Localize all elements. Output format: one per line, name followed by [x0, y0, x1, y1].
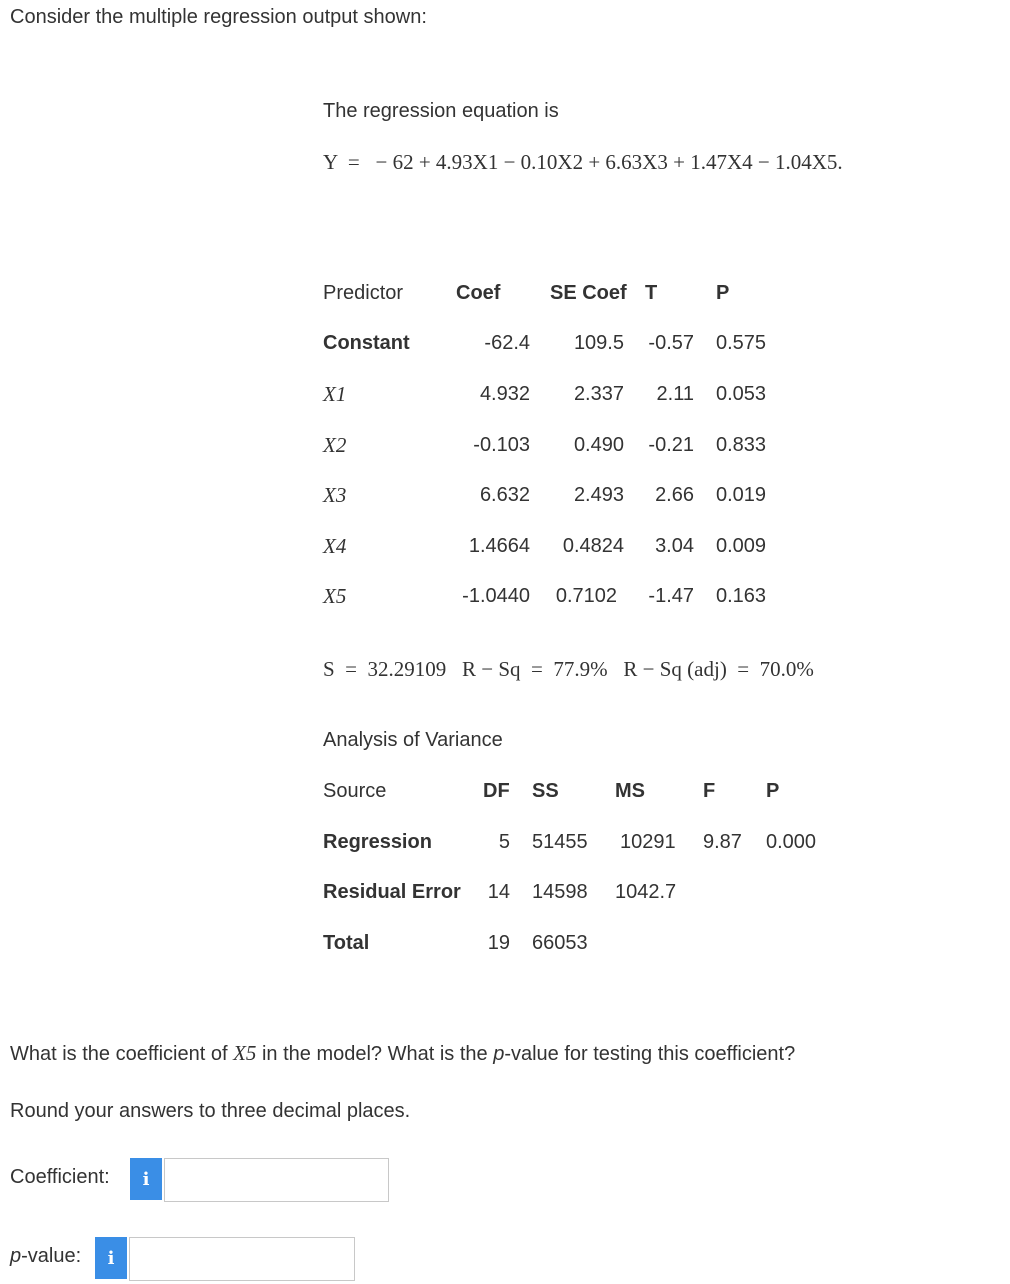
anova-title: Analysis of Variance	[323, 729, 503, 751]
row-coef: 1.4664	[468, 535, 530, 557]
row-coef: -1.0440	[462, 585, 530, 607]
anova-header-f: F	[703, 780, 716, 802]
row-t: -0.57	[648, 332, 694, 354]
row-t: -1.47	[648, 585, 694, 607]
anova-row-source: Total	[323, 932, 370, 954]
anova-row-source: Regression	[323, 831, 432, 853]
anova-header-source: Source	[323, 780, 387, 802]
row-p: 0.009	[716, 535, 767, 557]
row-predictor: X4	[323, 534, 347, 558]
row-predictor: Constant	[323, 332, 410, 354]
anova-row-df: 14	[487, 881, 510, 903]
regression-equation: Y = − 62 + 4.93X1 − 0.10X2 + 6.63X3 + 1.47X4 − 1.04X5.	[323, 150, 843, 174]
anova-header-df: DF	[483, 780, 510, 802]
row-predictor: X1	[323, 382, 347, 406]
anova-header-ms: MS	[615, 780, 645, 802]
anova-header-ss: SS	[532, 780, 559, 802]
anova-row-df: 5	[498, 831, 510, 853]
question-variable: X5	[233, 1041, 257, 1065]
row-t: -0.21	[648, 434, 694, 456]
coefficient-label: Coefficient:	[10, 1166, 110, 1188]
row-p: 0.019	[716, 484, 767, 506]
row-coef: 4.932	[479, 383, 530, 405]
pvalue-label: p-value:	[10, 1245, 82, 1267]
pvalue-info-icon[interactable]: i	[95, 1237, 127, 1279]
row-coef: -62.4	[484, 332, 530, 354]
anova-row-df: 19	[487, 932, 510, 954]
row-coef: -0.103	[473, 434, 530, 456]
row-se-coef: 0.7102	[555, 585, 617, 607]
anova-row-source: Residual Error	[323, 881, 461, 903]
header-se-coef: SE Coef	[550, 282, 627, 304]
equation-label: The regression equation is	[323, 100, 559, 122]
anova-row-ss: 66053	[532, 932, 588, 954]
row-predictor: X3	[323, 483, 347, 507]
anova-row-ms: 1042.7	[615, 881, 677, 903]
anova-row-ms: 10291	[620, 831, 676, 853]
row-p: 0.575	[716, 332, 767, 354]
row-predictor: X5	[323, 584, 347, 608]
row-predictor: X2	[323, 433, 347, 457]
row-se-coef: 2.493	[573, 484, 624, 506]
row-se-coef: 109.5	[573, 332, 624, 354]
pvalue-input[interactable]	[129, 1237, 355, 1281]
coefficient-input[interactable]	[164, 1158, 389, 1202]
intro-text: Consider the multiple regression output shown:	[10, 6, 427, 28]
instruction-text: Round your answers to three decimal places.	[10, 1100, 411, 1122]
fit-statistics: S = 32.29109 R − Sq = 77.9% R − Sq (adj) = 70.0%	[323, 657, 814, 681]
row-coef: 6.632	[479, 484, 530, 506]
row-t: 2.66	[655, 484, 694, 506]
anova-row-p: 0.000	[766, 831, 817, 853]
row-p: 0.053	[716, 383, 767, 405]
row-se-coef: 0.4824	[562, 535, 624, 557]
coefficient-info-icon[interactable]: i	[130, 1158, 162, 1200]
row-t: 3.04	[655, 535, 694, 557]
row-se-coef: 2.337	[573, 383, 624, 405]
row-t: 2.11	[656, 383, 694, 405]
anova-header-p: P	[766, 780, 780, 802]
header-predictor: Predictor	[323, 282, 404, 304]
anova-row-ss: 51455	[532, 831, 588, 853]
header-p: P	[716, 282, 730, 304]
question-text: What is the coefficient of X5 in the model? What is the p-value for testing this coefficient?	[10, 1041, 796, 1065]
header-coef: Coef	[456, 282, 501, 304]
row-p: 0.833	[716, 434, 767, 456]
anova-row-ss: 14598	[532, 881, 588, 903]
row-p: 0.163	[716, 585, 767, 607]
row-se-coef: 0.490	[573, 434, 624, 456]
header-t: T	[645, 282, 658, 304]
anova-row-f: 9.87	[703, 831, 742, 853]
